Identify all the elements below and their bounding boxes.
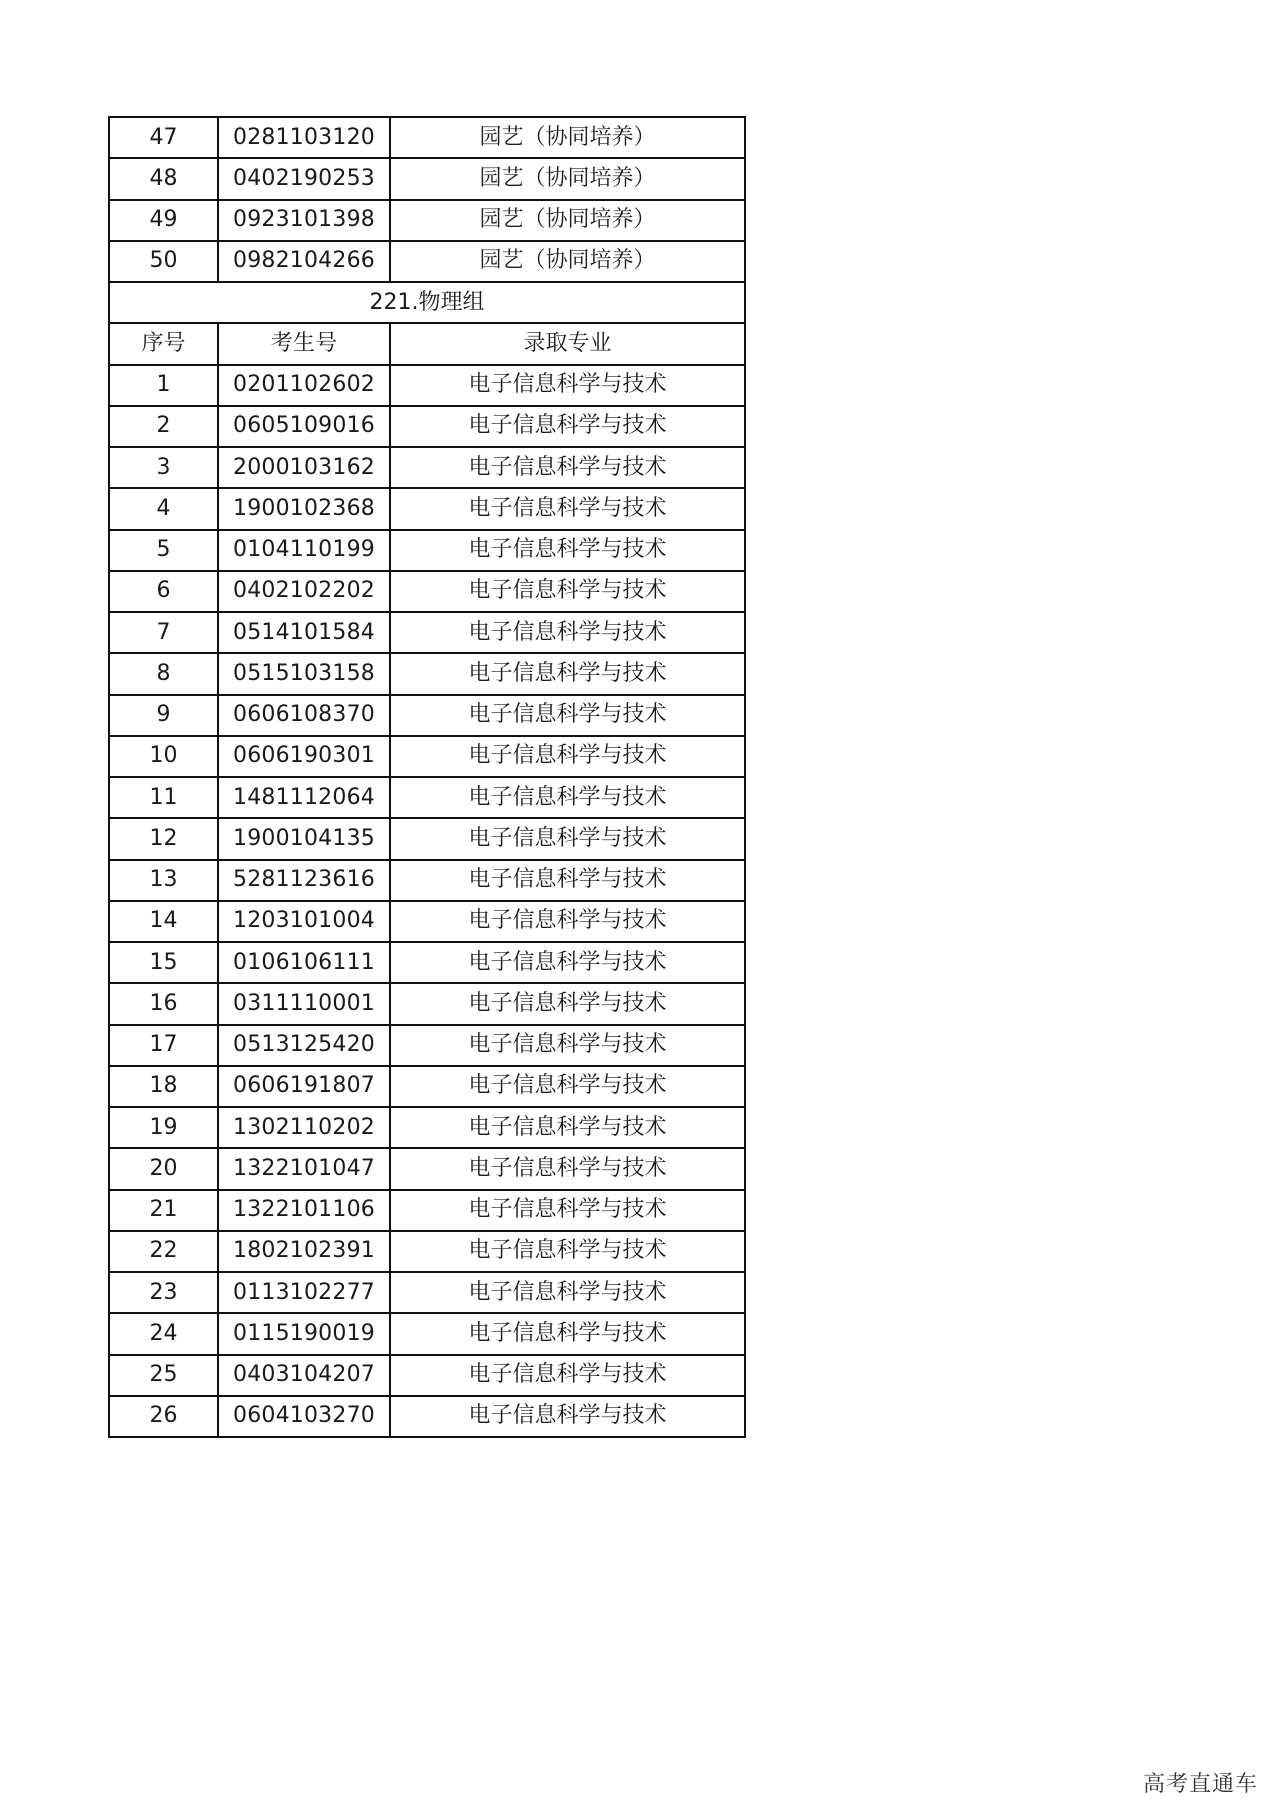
table-row xyxy=(109,241,745,282)
major-cell: 电子信息科学与技术 xyxy=(390,777,745,818)
candidate-id-cell: 0606191807 xyxy=(218,1066,390,1107)
seq-cell: 21 xyxy=(109,1190,218,1231)
candidate-id-cell: 0606108370 xyxy=(218,695,390,736)
candidate-id-cell: 考生号 xyxy=(218,323,390,364)
major-cell: 电子信息科学与技术 xyxy=(390,1313,745,1354)
seq-cell: 11 xyxy=(109,777,218,818)
candidate-id-cell: 1302110202 xyxy=(218,1107,390,1148)
table-header-row xyxy=(109,323,745,364)
candidate-id-cell: 0605109016 xyxy=(218,406,390,447)
candidate-id-cell: 0281103120 xyxy=(218,117,390,158)
seq-cell: 12 xyxy=(109,818,218,859)
table-row xyxy=(109,1025,745,1066)
major-cell: 电子信息科学与技术 xyxy=(390,488,745,529)
major-cell: 电子信息科学与技术 xyxy=(390,736,745,777)
table-row xyxy=(109,818,745,859)
table-row xyxy=(109,983,745,1024)
major-cell: 电子信息科学与技术 xyxy=(390,1107,745,1148)
table-row xyxy=(109,1396,745,1437)
major-cell: 电子信息科学与技术 xyxy=(390,1148,745,1189)
candidate-id-cell: 0402102202 xyxy=(218,571,390,612)
table-row xyxy=(109,365,745,406)
table-row xyxy=(109,901,745,942)
seq-cell: 18 xyxy=(109,1066,218,1107)
candidate-id-cell: 1203101004 xyxy=(218,901,390,942)
seq-cell: 8 xyxy=(109,653,218,694)
candidate-id-cell: 0982104266 xyxy=(218,241,390,282)
major-cell: 电子信息科学与技术 xyxy=(390,612,745,653)
table-row xyxy=(109,860,745,901)
candidate-id-cell: 0311110001 xyxy=(218,983,390,1024)
table-row xyxy=(109,1066,745,1107)
seq-cell: 2 xyxy=(109,406,218,447)
table-row xyxy=(109,406,745,447)
table-row xyxy=(109,612,745,653)
major-cell: 电子信息科学与技术 xyxy=(390,818,745,859)
candidate-id-cell: 0104110199 xyxy=(218,530,390,571)
major-cell: 园艺（协同培养） xyxy=(390,158,745,199)
seq-cell: 25 xyxy=(109,1355,218,1396)
major-cell: 电子信息科学与技术 xyxy=(390,983,745,1024)
seq-cell: 序号 xyxy=(109,323,218,364)
seq-cell: 1 xyxy=(109,365,218,406)
candidate-id-cell: 1322101106 xyxy=(218,1190,390,1231)
candidate-id-cell: 0923101398 xyxy=(218,200,390,241)
seq-cell: 50 xyxy=(109,241,218,282)
major-cell: 电子信息科学与技术 xyxy=(390,653,745,694)
seq-cell: 16 xyxy=(109,983,218,1024)
seq-cell: 23 xyxy=(109,1272,218,1313)
table-row xyxy=(109,447,745,488)
candidate-id-cell: 0201102602 xyxy=(218,365,390,406)
candidate-id-cell: 1322101047 xyxy=(218,1148,390,1189)
candidate-id-cell: 1900104135 xyxy=(218,818,390,859)
candidate-id-cell: 0113102277 xyxy=(218,1272,390,1313)
seq-cell: 20 xyxy=(109,1148,218,1189)
table-row xyxy=(109,117,745,158)
major-cell: 电子信息科学与技术 xyxy=(390,365,745,406)
table-row xyxy=(109,571,745,612)
seq-cell: 48 xyxy=(109,158,218,199)
table-row xyxy=(109,1107,745,1148)
major-cell: 园艺（协同培养） xyxy=(390,200,745,241)
seq-cell: 3 xyxy=(109,447,218,488)
watermark-text: 高考直通车 xyxy=(1142,1772,1258,1797)
seq-cell: 49 xyxy=(109,200,218,241)
major-cell: 电子信息科学与技术 xyxy=(390,406,745,447)
seq-cell: 7 xyxy=(109,612,218,653)
table-row xyxy=(109,653,745,694)
candidate-id-cell: 0115190019 xyxy=(218,1313,390,1354)
major-cell: 电子信息科学与技术 xyxy=(390,1190,745,1231)
major-cell: 电子信息科学与技术 xyxy=(390,942,745,983)
admission-table-body xyxy=(109,117,745,1437)
major-cell: 电子信息科学与技术 xyxy=(390,1025,745,1066)
major-cell: 电子信息科学与技术 xyxy=(390,530,745,571)
seq-cell: 4 xyxy=(109,488,218,529)
seq-cell: 47 xyxy=(109,117,218,158)
table-row xyxy=(109,158,745,199)
candidate-id-cell: 0514101584 xyxy=(218,612,390,653)
major-cell: 电子信息科学与技术 xyxy=(390,1396,745,1437)
major-cell: 电子信息科学与技术 xyxy=(390,901,745,942)
candidate-id-cell: 0515103158 xyxy=(218,653,390,694)
candidate-id-cell: 1802102391 xyxy=(218,1231,390,1272)
table-row xyxy=(109,530,745,571)
candidate-id-cell: 2000103162 xyxy=(218,447,390,488)
seq-cell: 10 xyxy=(109,736,218,777)
seq-cell: 26 xyxy=(109,1396,218,1437)
table-row xyxy=(109,695,745,736)
major-cell: 电子信息科学与技术 xyxy=(390,571,745,612)
table-row xyxy=(109,1313,745,1354)
seq-cell: 24 xyxy=(109,1313,218,1354)
table-row xyxy=(109,200,745,241)
seq-cell: 9 xyxy=(109,695,218,736)
admission-table xyxy=(108,116,746,1438)
table-row xyxy=(109,942,745,983)
major-cell: 园艺（协同培养） xyxy=(390,117,745,158)
seq-cell: 5 xyxy=(109,530,218,571)
major-cell: 电子信息科学与技术 xyxy=(390,1272,745,1313)
seq-cell: 13 xyxy=(109,860,218,901)
major-cell: 电子信息科学与技术 xyxy=(390,860,745,901)
table-row xyxy=(109,777,745,818)
table-row xyxy=(109,1231,745,1272)
table-row xyxy=(109,736,745,777)
candidate-id-cell: 0513125420 xyxy=(218,1025,390,1066)
candidate-id-cell: 0403104207 xyxy=(218,1355,390,1396)
group-title: 221.物理组 xyxy=(109,282,745,323)
seq-cell: 22 xyxy=(109,1231,218,1272)
candidate-id-cell: 0402190253 xyxy=(218,158,390,199)
table-row xyxy=(109,1190,745,1231)
major-cell: 电子信息科学与技术 xyxy=(390,1231,745,1272)
seq-cell: 6 xyxy=(109,571,218,612)
major-cell: 电子信息科学与技术 xyxy=(390,1355,745,1396)
major-cell: 电子信息科学与技术 xyxy=(390,1066,745,1107)
seq-cell: 14 xyxy=(109,901,218,942)
candidate-id-cell: 0604103270 xyxy=(218,1396,390,1437)
seq-cell: 17 xyxy=(109,1025,218,1066)
major-cell: 录取专业 xyxy=(390,323,745,364)
table-row xyxy=(109,1148,745,1189)
candidate-id-cell: 1481112064 xyxy=(218,777,390,818)
candidate-id-cell: 1900102368 xyxy=(218,488,390,529)
seq-cell: 15 xyxy=(109,942,218,983)
candidate-id-cell: 0106106111 xyxy=(218,942,390,983)
major-cell: 电子信息科学与技术 xyxy=(390,695,745,736)
table-row xyxy=(109,488,745,529)
seq-cell: 19 xyxy=(109,1107,218,1148)
candidate-id-cell: 5281123616 xyxy=(218,860,390,901)
table-row xyxy=(109,1272,745,1313)
group-title-row xyxy=(109,282,745,323)
major-cell: 电子信息科学与技术 xyxy=(390,447,745,488)
candidate-id-cell: 0606190301 xyxy=(218,736,390,777)
major-cell: 园艺（协同培养） xyxy=(390,241,745,282)
table-row xyxy=(109,1355,745,1396)
